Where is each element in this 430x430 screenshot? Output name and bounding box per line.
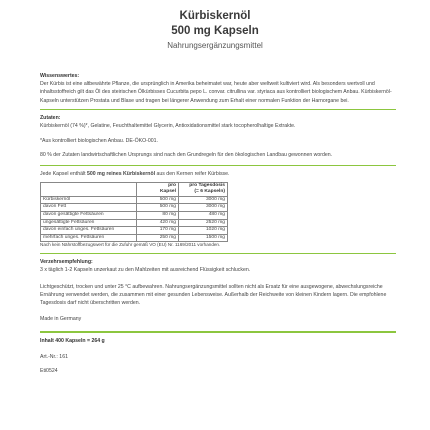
- row-per-day: 3000 mg: [179, 196, 228, 204]
- wissen-heading: Wissenswertes:: [40, 73, 80, 79]
- row-per-day: 3000 mg: [179, 204, 228, 212]
- product-title: Kürbiskernöl: [179, 10, 251, 22]
- contents-weight: Inhalt 400 Kapseln = 264 g: [40, 337, 105, 344]
- product-subtitle: Nahrungsergänzungsmittel: [167, 41, 263, 50]
- table-row: [41, 196, 228, 204]
- row-name: mehrfach unges. Fettsäuren: [41, 234, 137, 242]
- verzehr-heading: Verzehrsempfehlung:: [40, 259, 93, 266]
- table-header-per-capsule: [137, 182, 179, 196]
- row-name: Kürbiskernöl: [41, 196, 137, 204]
- capsule-bold: 500 mg reines Kürbiskernöl: [87, 171, 156, 178]
- article-number: Art.-Nr.: 161: [40, 354, 68, 361]
- per-capsule-line1: pro: [168, 182, 176, 188]
- table-row: [41, 211, 228, 219]
- table-row: [41, 219, 228, 227]
- row-per-day: 1020 mg: [179, 227, 228, 235]
- wissen-text: Der Kürbis ist eine altbewährte Pflanze, die ursprünglich in Amerika beheimatet war, heute aber weltweit kultiviert wird. Als besonders wertvoll und inhaltsstoffreich gilt das Öl des steirischen Ölkürbisses Cucurbita pepo L. convar. citrullina var. styriaca aus kontrolliert biologischem Anbau. Kürbiskernöl-Kapseln unterstützen Prostata und Blase und tragen bei längerer Anwendung zum Erhalt einer normalen Funktion der Harnorgane bei.: [40, 81, 392, 104]
- row-per-capsule: 420 mg: [137, 219, 179, 227]
- row-name: davon gesättigte Fettsäuren: [41, 211, 137, 219]
- table-row: [41, 204, 228, 212]
- storage-warning: Lichtgeschützt, trocken und unter 25 °C aufbewahren. Nahrungsergänzungsmittel sollten nicht als Ersatz für eine ausgewogene, abwechslungsreiche Ernährung verwendet werden, die zusammen mit einer gesunden Lebensweise. Außerhalb der Reichweite von kleinen Kindern lagern. Die empfohlene Tagesdosis darf nicht überschritten werden.: [40, 283, 387, 307]
- capsule-statement: [40, 170, 396, 178]
- table-header-row: [41, 182, 228, 196]
- table-row: [41, 227, 228, 235]
- per-day-line1: pro Tagesdosis: [189, 182, 225, 188]
- capsule-suffix: aus den Kernen reifer Kürbisse.: [155, 171, 230, 178]
- row-per-day: 1500 mg: [179, 234, 228, 242]
- row-per-capsule: 500 mg: [137, 204, 179, 212]
- row-per-capsule: 500 mg: [137, 196, 179, 204]
- row-per-capsule: 80 mg: [137, 211, 179, 219]
- row-name: davon einfach unges. Fettsäuren: [41, 227, 137, 235]
- product-dosage-title: 500 mg Kapseln: [171, 25, 259, 37]
- table-row: [41, 234, 228, 242]
- table-header-empty: [41, 182, 137, 196]
- label-code: Eti0524: [40, 368, 58, 375]
- table-header-per-day: [179, 182, 228, 196]
- row-per-capsule: 250 mg: [137, 234, 179, 242]
- nutrition-table: [40, 182, 228, 243]
- verzehr-text: 3 x täglich 1-2 Kapseln unzerkaut zu den Mahlzeiten mit ausreichend Flüssigkeit schlucken.: [40, 267, 251, 274]
- bio-note: *Aus kontrolliert biologischen Anbau. DE-ÖKO-001.: [40, 137, 158, 144]
- row-per-day: 480 mg: [179, 211, 228, 219]
- row-name: davon Fett: [41, 204, 137, 212]
- table-footnote: Nach kein Nährstoffbezugswert für die Zufuhr gemäß VO (EU) Nr. 1169/2011 vorhanden.: [40, 242, 221, 248]
- zutaten-text: Kürbiskernöl (74 %)*, Gelatine, Feuchthaltemittel Glycerin, Antioxidationsmittel stark tocopherolhaltige Extrakte.: [40, 123, 296, 130]
- per-capsule-line2: Kapsel: [159, 189, 176, 195]
- row-per-day: 2520 mg: [179, 219, 228, 227]
- capsule-prefix: Jede Kapsel enthält: [40, 171, 88, 178]
- zutaten-heading: Zutaten:: [40, 115, 61, 122]
- organic-quote: 80 % der Zutaten landwirtschaftlichen Ursprungs sind nach den Grundregeln für den ökologischen Landbau gewonnen worden.: [40, 151, 333, 158]
- label-content: [40, 72, 396, 375]
- made-in: Made in Germany: [40, 316, 82, 323]
- header: [0, 9, 430, 51]
- row-name: ungesättigte Fettsäuren: [41, 219, 137, 227]
- per-day-line2: (= 6 Kapseln): [194, 189, 225, 195]
- row-per-capsule: 170 mg: [137, 227, 179, 235]
